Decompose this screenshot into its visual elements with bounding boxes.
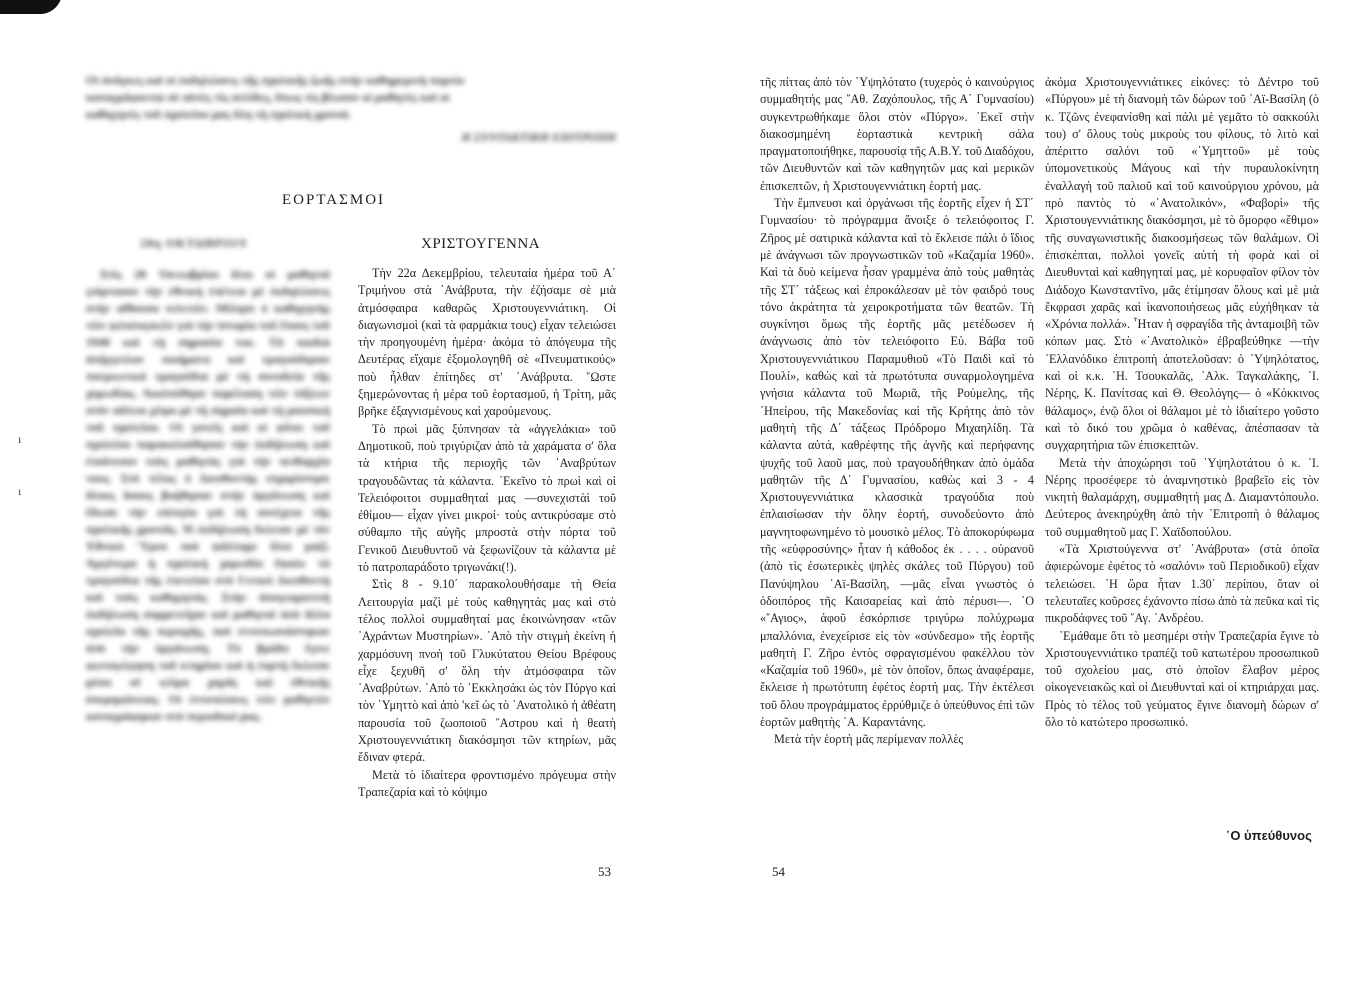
intro-line: Οἱ ἀνάγκες καὶ οἱ ἐκδηλώσεις τῆς σχολικῆς ζωῆς στὴν καθημερινὴ πορεία [86,73,464,87]
paragraph: ἀκόμα Χριστουγεννιάτικες εἰκόνες: τὸ Δέντρο τοῦ «Πύργου» μὲ τὴ διανομὴ τῶν δώρων τοῦ ᾿Αϊ-Βασίλη (ὁ κ. Τζῶνς ἐνεφανίσθη καὶ πάλι μὲ γεμᾶτο τὸ σακκούλι του) σ' ὅλους τοὺς μικροὺς του φίλους, τὸ λιτὸ καὶ ἀπέριττο σαλόνι τοῦ «῾Υμηττοῦ» μὲ τοὺς ὑπομονετικοὺς Μάγους καὶ τὴν πυραυλοκίνητη ἐναλλαγὴ τοῦ παλιοῦ καὶ τοῦ καινούργιου χρόνου, μὰ πρὸ παντὸς τὸ «᾿Ανατολικόν», «Φαβορὶ» τῆς Χριστουγεννιάτικης διακόσμησι, μὲ τὸ ὅμορφο «ἔθιμο» τῆς συναγωνιστικῆς διακοσμήσεως τῶν θαλάμων. Οἱ ἐπισκέπται, πολλοὶ γονεῖς αὐτὴ τὴ φορὰ καὶ οἱ Διευθυνταὶ καὶ καθηγηταί μας, μὲ κορυφαῖον φίλον τὸν Διάδοχο Κωνσταντῖνο, μᾶς ἐτίμησαν ὅλους καὶ μὲ μιὰ ἔκφρασι χαρᾶς καὶ ἱκανοποιήσεως μᾶς εὐχήθηκαν τὰ «Χρόνια πολλά». ῏Ηταν ἡ σφραγίδα τῆς ἀνταμοιβῆ τῶν κόπων μας. Στὸ «᾿Ανατολικὸ» ἐβραβεύθηκε —τὴν ῾Ελλανόδικο ἐπιτροπὴ ἀποτελοῦσαν: ὁ ῾Υψηλότατος, καὶ οἱ κ.κ. ᾿Η. Τσουκαλᾶς, ᾿Αλκ. Ταγκαλάκης, ᾿Ι. Νέρης, Κ. Πανίτσας καὶ Θ. Θεολόγης— ὁ «Κόκκινος θάλαμος», ἐνῷ ὅλοι οἱ θάλαμοι μὲ τὸ ἰδιαίτερο γοῦστο καὶ τὸ δικό του χρῶμα ὁ καθένας, ἀπέσπασαν τὰ συγχαρητήρια τῶν ἐπισκεπτῶν. [1045,75,1319,453]
signature: ῾Ο ὑπεύθυνος [1226,828,1312,843]
column-title: ΧΡΙΣΤΟΥΓΕΝΝΑ [421,236,541,252]
blurred-intro [86,72,616,146]
paragraph: τῆς πίττας ἀπὸ τὸν ῾Υψηλότατο (τυχερὸς ὁ καινούργιος συμμαθητής μας ῎Αθ. Ζαχόπουλος, τῆς Α΄ Γυμνασίου) συγκεντρωθήκαμε ὅλοι στὸν «Πύργο». ᾿Εκεῖ στὴν διακοσμημένη ἑορταστικὰ κεντρικὴ σάλα πραγματοποιήθηκε, παρουσίᾳ τῆς Α.Β.Υ. τοῦ Διαδόχου, τῶν Διευθυντῶν καὶ τῶν καθηγητῶν μας καὶ μερικῶν ἐπισκεπτῶν, ἡ Χριστουγεννιάτικη ἑορτή μας. [760,75,1034,193]
intro-signature: Η ΣΥΝΤΑΚΤΙΚΗ ΕΠΙΤΡΟΠΗ [461,130,616,144]
right-column-1 [760,74,1034,749]
paragraph: Τὸ πρωὶ μᾶς ξύπνησαν τὰ «ἀγγελάκια» τοῦ Δημοτικοῦ, ποὺ τριγύριζαν ἀπὸ τὰ χαράματα σ' ὅλα τὰ κτήρια τῆς περιοχῆς τῶν ᾿Αναβρύτων τραγουδῶντας τὰ κάλαντα. ᾿Εκεῖνο τὸ πρωὶ καὶ οἱ Τελειόφοιτοι συμμαθηταί μας —συνεχιστὰὶ τοῦ ἐθίμου— εἶχαν γίνει μικροί· τοὺς αντικρύσαμε στὸ σύθαμπο τῆς αὐγῆς μπροστὰ στὴν πόρτα τοῦ Γενικοῦ Διευθυντοῦ νὰ ξεφωνίζουν τὰ κάλαντα μὲ τὸ πατροπαράδοτο τριγωνάκι(!). [358,421,616,575]
page-number-right: 54 [772,864,785,879]
blurred-paragraph: Στὶς 28 Ὀκτωβρίου ὅλοι οἱ μαθηταὶ γιόρτασαν τὴν ἐθνικὴ ἐπέτειο μὲ ἐκδηλώσεις στὴν αἴθουσα τελετῶν. Μίλησε ὁ καθηγητὴς τῶν φιλολογικῶν γιὰ τὴν ἱστορία τοῦ ἔπους τοῦ 1940 καὶ τὴ σημασία του. Τὰ παιδιὰ ἀπήγγειλαν ποιήματα καὶ τραγούδησαν πατριωτικὰ τραγούδια μὲ τὴ συνοδεία τῆς χορωδίας. Ἀκολούθησε παρέλαση τῶν τάξεων στὸν αὔλειο χῶρο μὲ τὴ σημαία καὶ τὴ μουσικὴ τοῦ σχολείου. Οἱ γονεῖς καὶ οἱ φίλοι τοῦ σχολείου παρακολούθησαν τὴν ἐκδήλωση καὶ ἐπαίνεσαν τοὺς μαθητὰς γιὰ τὴν πειθαρχία τους. Στὸ τέλος ὁ Διευθυντὴς εὐχαρίστησε ὅλους ὅσους βοήθησαν στὴν ὀργάνωση καὶ ἔδωσε τὴν εὐλογία γιὰ τὴ συνέχεια τῆς σχολικῆς χρονιᾶς. Ἡ ἐκδήλωση ἔκλεισε μὲ τὸν Ἐθνικὸ Ὕμνο ποὺ ψάλλαμε ὅλοι μαζί. Ἀργότερα ἡ σχολικὴ χορωδία ἔψαλε τὰ τραγούδια τῆς ἐπετείου στὸ Γενικὸ Διευθυντὴ καὶ τοὺς καθηγητάς. Στὴν ἀπογευματινὴ ἐκδήλωση συμμετεῖχαν καὶ μαθηταὶ ἀπὸ ἄλλα σχολεῖα τῆς περιοχῆς, ποὺ ἐντυπωσιάστηκαν ἀπὸ τὴν ὀργάνωση. Τὸ βράδυ ἔγινε φωταγώγηση τοῦ κτηρίου καὶ ἡ ἑορτὴ ἔκλεισε μέσα σὲ κλίμα χαρᾶς καὶ ἐθνικῆς ὑπερηφάνειας. Οἱ ἐντυπώσεις τῶν μαθητῶν καταγράφηκαν στὸ περιοδικό μας. [86,267,330,723]
scan-corner-shadow [0,0,61,14]
section-title: ΕΟΡΤΑΣΜΟΙ [282,192,386,208]
christmas-column [358,265,616,801]
paragraph: Μετὰ τὴν ἀποχώρησι τοῦ ῾Υψηλοτάτου ὁ κ. ᾿Ι. Νέρης προσέφερε τὸ ἀναμνηστικὸ βραβεῖο εἰς τὸν νικητὴ θαλαμάρχη, συμμαθητή μας Δ. Διαμαντόπουλο. Δεύτερος ἀνεκηρύχθη ἀπὸ τὴν ᾿Επιτροπὴ ὁ θάλαμος τοῦ συμμαθητοῦ μας Γ. Χαϊδοπούλου. [1045,455,1319,539]
paragraph: Μετὰ τὴν ἑορτὴ μᾶς περίμεναν πολλὲς [774,732,964,747]
right-column-2 [1045,74,1319,731]
paragraph: «Τὰ Χριστούγεννα στ' ᾿Ανάβρυτα» (στὰ ὁποῖα ἀφιερώνομε ἐφέτος τὸ «σαλόνι» τοῦ Περιοδικοῦ) εἶχαν τελειώσει. ῾Η ὥρα ἦταν 1.30΄ περίπου, ὅταν οἱ τελευταῖες κοῦρσες ἐχάνοντο πίσω ἀπὸ τὰ πεῦκα καὶ τὶς πικροδάφνες τοῦ ῞Αγ. ᾿Ανδρέου. [1045,542,1319,626]
paragraph: ᾿Εμάθαμε ὅτι τὸ μεσημέρι στὴν Τραπεζαρία ἔγινε τὸ Χριστουγεννιάτικο τραπέζι τοῦ κατωτέρου προσωπικοῦ τοῦ σχολείου μας, στὸ ὁποῖον ἔλαβον μέρος οἰκογενειακῶς καὶ οἱ Διευθυνταὶ καὶ οἱ κτηριάρχαι μας. Πρὸς τὸ τέλος τοῦ γεύματος ἔγινε διανομὴ δώρων σ' ὅλο τὸ κατώτερο προσωπικό. [1045,628,1319,729]
margin-mark: ı [18,484,22,498]
paragraph: Τὴν 22α Δεκεμβρίου, τελευταία ἡμέρα τοῦ Α΄ Τριμήνου στὰ ᾿Ανάβρυτα, τὴν ἐζήσαμε σὲ μιὰ ἀτμόσφαιρα καθαρῶς Χριστουγεννιάτικη. Οἱ διαγωνισμοὶ (καὶ τὰ φαρμάκια τους) εἶχαν τελειώσει τὴν προηγουμένη ἡμέρα· ἀκόμα τὸ ἀπόγευμα τῆς Δευτέρας εἴχαμε ἐξομολογηθῆ σὲ «Πνευματικούς» ποὺ ἦλθαν ἐπίτηδες στ' ᾿Ανάβρυτα. ῞Ωστε ξημερώνοντας ἡ μέρα τοῦ ἑορτασμοῦ, ἡ Τρίτη, μᾶς βρῆκε ἐξαγνισμένους καὶ χαρούμενους. [358,266,616,419]
intro-line: καθηγητὲς τοῦ σχολείου μας ὅλη τὴ σχολικὴ χρονιά. [86,107,351,121]
page-number-left: 53 [598,864,611,879]
blurred-subtitle: 28η ΟΚΤΩΒΡΙΟΥ [140,236,249,250]
intro-line: καταγράφονται σὲ αὐτὲς τὶς σελίδες, ὅπως τὶς βίωσαν οἱ μαθητὲς καὶ οἱ [86,90,450,104]
paragraph: Τὴν ἔμπνευσι καὶ ὀργάνωσι τῆς ἑορτῆς εἶχεν ἡ ΣΤ΄ Γυμνασίου· τὸ πρόγραμμα ἄνοιξε ὁ τελειόφοιτος Γ. Ζῆρος μὲ σατιρικὰ κάλαντα καὶ τὸ ἔκλεισε πάλι ὁ ἴδιος μὲ ἀνάγνωσι τῶν προγνωστικῶν τοῦ «Καζαμία 1960». Καὶ τὰ δυὸ κείμενα ἦσαν γραμμένα ἀπὸ τοὺς μαθητὰς τῆς ΣΤ΄ τάξεως καὶ ἐπροκάλεσαν μὲ τὸν φαιδρό τους τόνο ἀκράτητα τὰ χειροκροτήματα τῶν θεατῶν. Τὴ συγκίνησι ὅμως τῆς ἑορτῆς μᾶς μετέδωσεν ἡ ἀνάγνωσις ἀπὸ τὸν τελειόφοιτο Εὐ. Βάβα τοῦ Χριστουγεννιάτικου Παραμυθιοῦ «Τὸ Παιδὶ καὶ τὸ Πουλί», καθὼς καὶ τὰ πρωτότυπα συναρμολογημένα γνήσια κάλαντα τοῦ Μωριᾶ, τῆς Ρούμελης, τῆς ᾿Ηπείρου, τῆς Μακεδονίας καὶ τῆς Κρήτης ἀπὸ τὸν μαθητὴ τῆς Δ΄ τάξεως Πρόδρομο Μιχαηλίδη. Τὰ κάλαντα αὐτά, καθρέφτης τῆς ἁγνῆς καὶ περήφανης ψυχῆς τοῦ λαοῦ μας, ποὺ τραγουδήθηκαν ἀπὸ ὁμάδα μαθητῶν τῆς Δ΄ Γυμνασίου, καθὼς καὶ 3 - 4 Χριστουγεννιάτικα κλασσικὰ τραγούδια ποὺ ἐπλαισίωσαν τὴν ὅλην ἑορτή, συνοδεύοντο ἀπὸ μαγνητοφωνημένο τὸ μουσικὸ μέλος. Τὸ ἀποκορύφωμα τῆς «εὐφροσύνης» ἦταν ἡ κάθοδος ἐκ . . . . οὐρανοῦ (ἀπὸ τὶς ἐσωτερικὲς ψηλὲς σκάλες τοῦ Πύργου) τοῦ Πανύψηλου ᾿Αϊ-Βασίλη, —μᾶς εἶναι γνωστὸς ὁ ὁδοιπόρος τῆς Καισαρείας καὶ ἀπὸ πέρυσι—. ῾Ο «῞Αγιος», ἀφοῦ ἐσκόρπισε τριγύρω πολύχρωμα μπαλλόνια, ἐνεχείρισε εἰς τὸν «σύνδεσμο» τῆς ἑορτῆς μαθητὴ Γ. Ζῆρο ἐντὸς σφραγισμένου φακέλλου τὸν «Καζαμία τοῦ 1960», μὲ τὸν ὁποῖον, ὅπως ἀναφέραμε, ἔκλεισε ἡ πρωτότυπη ἐφέτος ἑορτή μας. Τὴν ἐκτέλεσι τοῦ ὅλου προγράμματος ἐρρύθμιζε ὁ ὑπεύθυνος ἐπὶ τῶν ἑορτῶν μαθητὴς ᾿Α. Καραντάνης. [760,196,1034,729]
paragraph: Μετὰ τὸ ἰδιαίτερα φροντισμένο πρόγευμα στὴν Τραπεζαρία καὶ τὸ κόψιμο [358,767,616,799]
paragraph: Στὶς 8 - 9.10΄ παρακολουθήσαμε τὴ Θεία Λειτουργία μαζὶ μὲ τοὺς καθηγητάς μας καὶ στὸ τέλος πολλοὶ συμμαθηταί μας ἐκοινώνησαν «τῶν ᾿Αχράντων Μυστηρίων». ᾿Απὸ τὴν στιγμὴ ἐκείνη ἡ χαρμόσυνη πνοὴ τοῦ Γλυκύτατου Θείου Βρέφους εἶχε ξεχυθῆ σ' ὅλη τὴν ἀτμόσφαιρα τῶν ᾿Αναβρύτων. ᾿Απὸ τὸ ᾿Εκκλησάκι ὡς τὸν Πύργο καὶ τὸν ῾Υμηττὸ καὶ ἀπὸ 'κεῖ ὡς τὸ ᾿Ανατολικὸ ἡ ἀθέατη παρουσία τοῦ ζωοποιοῦ ῎Αστρου καὶ ἡ θεατὴ Χριστουγεννιάτικη διακόσμησι τῶν κτηρίων, μᾶς ἔδιναν φτερά. [358,577,616,765]
margin-mark: ı [18,432,22,446]
blurred-column [86,266,330,725]
